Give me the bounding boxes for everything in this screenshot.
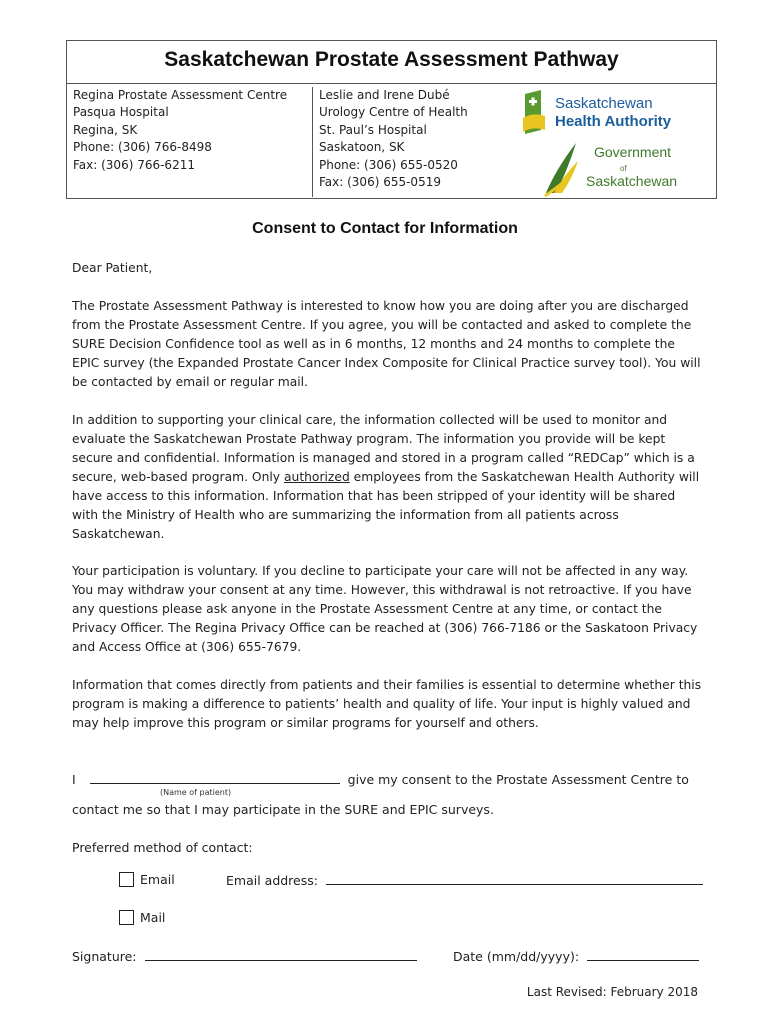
paragraph-purpose <box>72 297 702 392</box>
date-field[interactable] <box>587 948 699 961</box>
address-line: Fax: (306) 655-0519 <box>319 175 441 190</box>
signature-label: Signature: <box>72 949 137 964</box>
address-line: St. Paul’s Hospital <box>319 122 427 137</box>
sha-logo <box>519 90 689 136</box>
consent-title: Consent to Contact for Information <box>252 220 518 237</box>
mail-checkbox[interactable] <box>119 910 134 925</box>
mail-option-label: Mail <box>140 910 166 925</box>
address-line: Fax: (306) 766-6211 <box>73 157 195 172</box>
regina-address <box>73 87 309 174</box>
address-line: Regina, SK <box>73 122 138 137</box>
address-line: Saskatoon, SK <box>319 140 405 155</box>
email-address-field[interactable] <box>326 872 703 885</box>
address-line: Phone: (306) 766-8498 <box>73 140 212 155</box>
signature-field[interactable] <box>145 948 417 961</box>
address-line: Leslie and Irene Dubé <box>319 88 450 102</box>
para2-before: In addition to supporting your clinical care, the information collected will be used to monitor and evaluate the Saskatchewan Prostate Pathway program. The information you provide will be kept secure and confidential. Information is managed and stored in a program called “REDCap” which is a secure, web-based program. Only <box>72 413 695 484</box>
salutation: Dear Patient, <box>72 261 153 275</box>
consent-prefix: I <box>72 772 76 787</box>
paragraph-data-use <box>72 411 702 544</box>
signature-row <box>72 948 417 964</box>
date-label: Date (mm/dd/yyyy): <box>453 949 580 964</box>
last-revised: Last Revised: February 2018 <box>526 985 698 999</box>
consent-line-2: contact me so that I may participate in the SURE and EPIC surveys. <box>72 802 494 817</box>
address-line: Regina Prostate Assessment Centre <box>73 88 288 102</box>
para2-underlined: authorized <box>283 470 350 484</box>
para2-after: employees from the Saskatchewan Health Authority will have access to this information. Information that has been stripped of your identity will be shared with the Ministry of Health who are summarizing the information from all patients across Saskatchewan. <box>72 470 700 541</box>
date-row <box>453 948 699 964</box>
sha-logo-line2: Health Authority <box>555 113 672 130</box>
paragraph-importance <box>72 676 702 733</box>
gov-logo-line2: of <box>620 164 627 173</box>
address-line: Urology Centre of Health <box>319 105 468 120</box>
name-of-patient-note: (Name of patient) <box>160 788 232 797</box>
header-box <box>66 40 717 199</box>
email-checkbox[interactable] <box>119 872 134 887</box>
saskatoon-address <box>312 87 519 197</box>
gov-sask-logo <box>542 139 682 197</box>
sha-logo-line1: Saskatchewan <box>555 95 653 112</box>
gov-logo-line1: Government <box>594 144 672 160</box>
document-title: Saskatchewan Prostate Assessment Pathway <box>67 41 716 84</box>
email-address-row <box>226 872 703 888</box>
address-line: Pasqua Hospital <box>73 105 169 120</box>
patient-name-field[interactable] <box>90 771 340 784</box>
paragraph-voluntary-text: Your participation is voluntary. If you decline to participate your care will not be affected in any way. You may withdraw your consent at any time. However, this withdrawal is not retroactive. If you have any questions please ask anyone in the Prostate Assessment Centre at any time, or contact the Privacy Officer. The Regina Privacy Office can be reached at (306) 766-7186 or the Saskatoon Privacy and Access Office at (306) 655-7679. <box>72 564 698 654</box>
consent-line <box>72 771 689 787</box>
paragraph-voluntary <box>72 562 702 657</box>
address-line: Phone: (306) 655-0520 <box>319 157 458 172</box>
gov-logo-line3: Saskatchewan <box>586 173 678 189</box>
email-option-label: Email <box>140 872 175 887</box>
paragraph-importance-text: Information that comes directly from patients and their families is essential to determine whether this program is making a difference to patients’ health and quality of life. Your input is highly valued and may help improve this program or similar programs for yourself and others. <box>72 678 702 730</box>
paragraph-purpose-text: The Prostate Assessment Pathway is interested to know how you are doing after you are discharged from the Prostate Assessment Centre. If you agree, you will be contacted and asked to complete the SURE Decision Confidence tool as well as in 6 months, 12 months and 24 months to complete the EPIC survey (the Expanded Prostate Cancer Index Composite for Clinical Practice survey tool). You will be contacted by email or regular mail. <box>72 299 701 389</box>
email-address-label: Email address: <box>226 873 318 888</box>
consent-suffix: give my consent to the Prostate Assessment Centre to <box>347 772 689 787</box>
preferred-contact-label: Preferred method of contact: <box>72 840 253 855</box>
